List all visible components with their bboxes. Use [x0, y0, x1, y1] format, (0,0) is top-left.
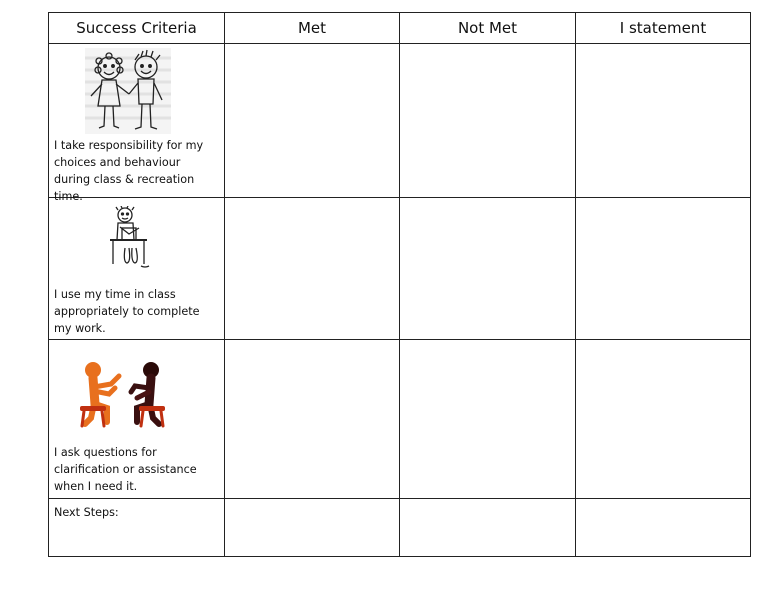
two-people-talking-icon	[77, 360, 171, 430]
criteria-cell	[49, 44, 225, 203]
criteria-text: I ask questions for clarification or assistance when I need it.	[54, 446, 197, 493]
next-steps-row	[49, 499, 751, 557]
table-row	[49, 198, 751, 340]
table-row	[49, 44, 751, 198]
i-statement-cell[interactable]	[576, 340, 751, 499]
next-steps-label: Next Steps:	[54, 506, 119, 519]
two-stick-figures-icon	[85, 48, 171, 134]
not-met-cell[interactable]	[400, 198, 576, 340]
criteria-cell	[49, 198, 225, 340]
header-row	[49, 13, 751, 44]
success-criteria-table	[48, 12, 751, 557]
not-met-cell[interactable]	[400, 340, 576, 499]
header-not-met: Not Met	[400, 13, 576, 44]
met-cell[interactable]	[225, 499, 400, 557]
header-i-statement: I statement	[576, 13, 751, 44]
i-statement-cell[interactable]	[576, 499, 751, 557]
header-met: Met	[225, 13, 400, 44]
header-success-criteria: Success Criteria	[49, 13, 225, 44]
met-cell[interactable]	[225, 340, 400, 499]
i-statement-cell[interactable]	[576, 44, 751, 198]
criteria-text: I use my time in class appropriately to complete my work.	[54, 288, 200, 335]
i-statement-cell[interactable]	[576, 198, 751, 340]
next-steps-cell[interactable]	[49, 499, 225, 557]
criteria-cell	[49, 340, 225, 499]
not-met-cell[interactable]	[400, 499, 576, 557]
met-cell[interactable]	[225, 198, 400, 340]
not-met-cell[interactable]	[400, 44, 576, 198]
student-at-desk-icon	[107, 206, 153, 270]
met-cell[interactable]	[225, 44, 400, 198]
criteria-text: I take responsibility for my choices and behaviour during class & recreation time.	[54, 139, 204, 203]
table-row	[49, 340, 751, 499]
